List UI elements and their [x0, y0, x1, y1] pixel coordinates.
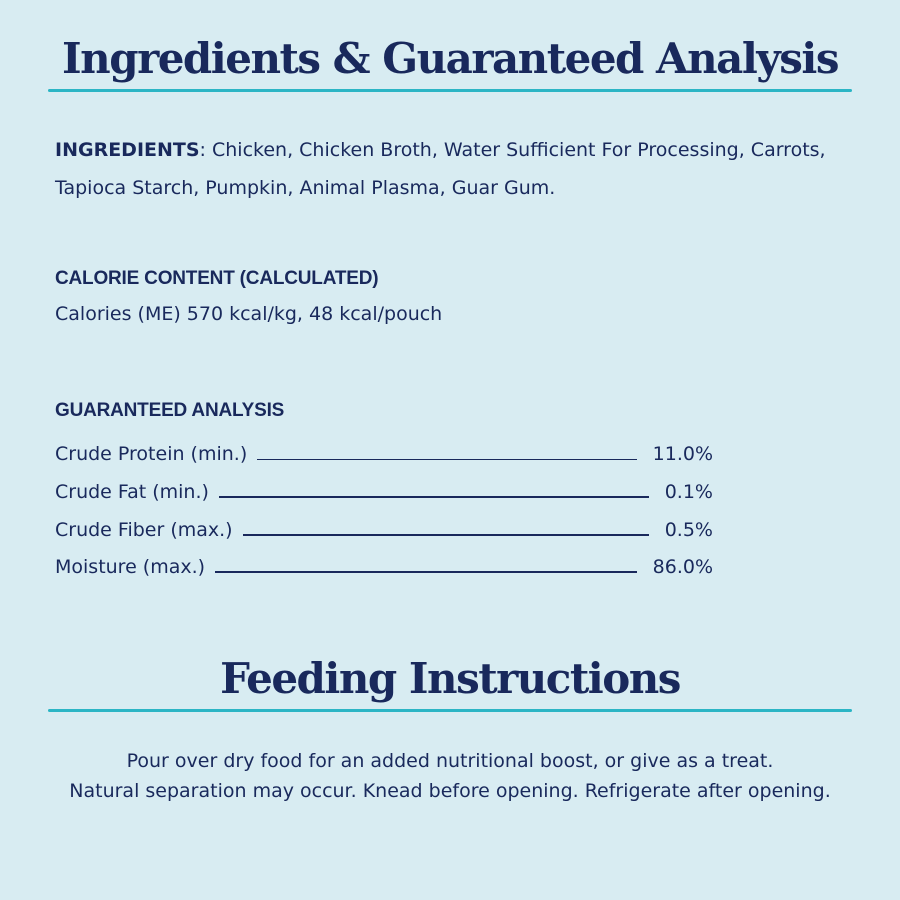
guaranteed-analysis-heading: GUARANTEED ANALYSIS [55, 400, 285, 422]
leader-line [257, 459, 636, 461]
analysis-row-label: Crude Fat (min.) [55, 480, 209, 503]
analysis-row-moisture [55, 549, 713, 587]
analysis-row-crude-fiber [55, 512, 713, 550]
leader-line [219, 496, 649, 498]
section-feeding-instructions [0, 654, 900, 806]
analysis-row-label: Crude Protein (min.) [55, 443, 248, 466]
feeding-instructions-line-1: Pour over dry food for an added nutritional boost, or give as a treat. [126, 750, 774, 773]
ingredients-label: INGREDIENTS [55, 139, 200, 162]
feeding-instructions-line-2: Natural separation may occur. Knead before opening. Refrigerate after opening. [69, 780, 831, 803]
guaranteed-analysis-table [55, 436, 713, 586]
analysis-row-crude-protein [55, 436, 713, 474]
section-ingredients-analysis [0, 34, 900, 587]
divider-rule-feeding [48, 709, 852, 712]
feeding-instructions-text [20, 746, 880, 806]
leader-line [243, 534, 649, 536]
ingredients-analysis-title: Ingredients & Guaranteed Analysis [62, 34, 838, 83]
analysis-row-crude-fat [55, 474, 713, 512]
ingredients-paragraph [55, 132, 845, 207]
analysis-row-value: 0.5% [664, 518, 713, 541]
analysis-row-value: 0.1% [664, 480, 713, 503]
analysis-row-label: Crude Fiber (max.) [55, 518, 233, 541]
leader-line [215, 571, 637, 573]
feeding-instructions-title: Feeding Instructions [220, 653, 680, 703]
calorie-content-heading: CALORIE CONTENT (CALCULATED) [55, 268, 379, 290]
divider-rule-top [48, 89, 852, 92]
calorie-content-value: Calories (ME) 570 kcal/kg, 48 kcal/pouch [55, 303, 443, 326]
analysis-row-value: 11.0% [652, 443, 713, 466]
analysis-row-value: 86.0% [652, 556, 713, 579]
ingredients-list: : Chicken, Chicken Broth, Water Sufficient For Processing, Carrots, Tapioca Starch, Pumpkin, Animal Plasma, Guar Gum. [55, 139, 826, 199]
analysis-row-label: Moisture (max.) [55, 556, 206, 579]
